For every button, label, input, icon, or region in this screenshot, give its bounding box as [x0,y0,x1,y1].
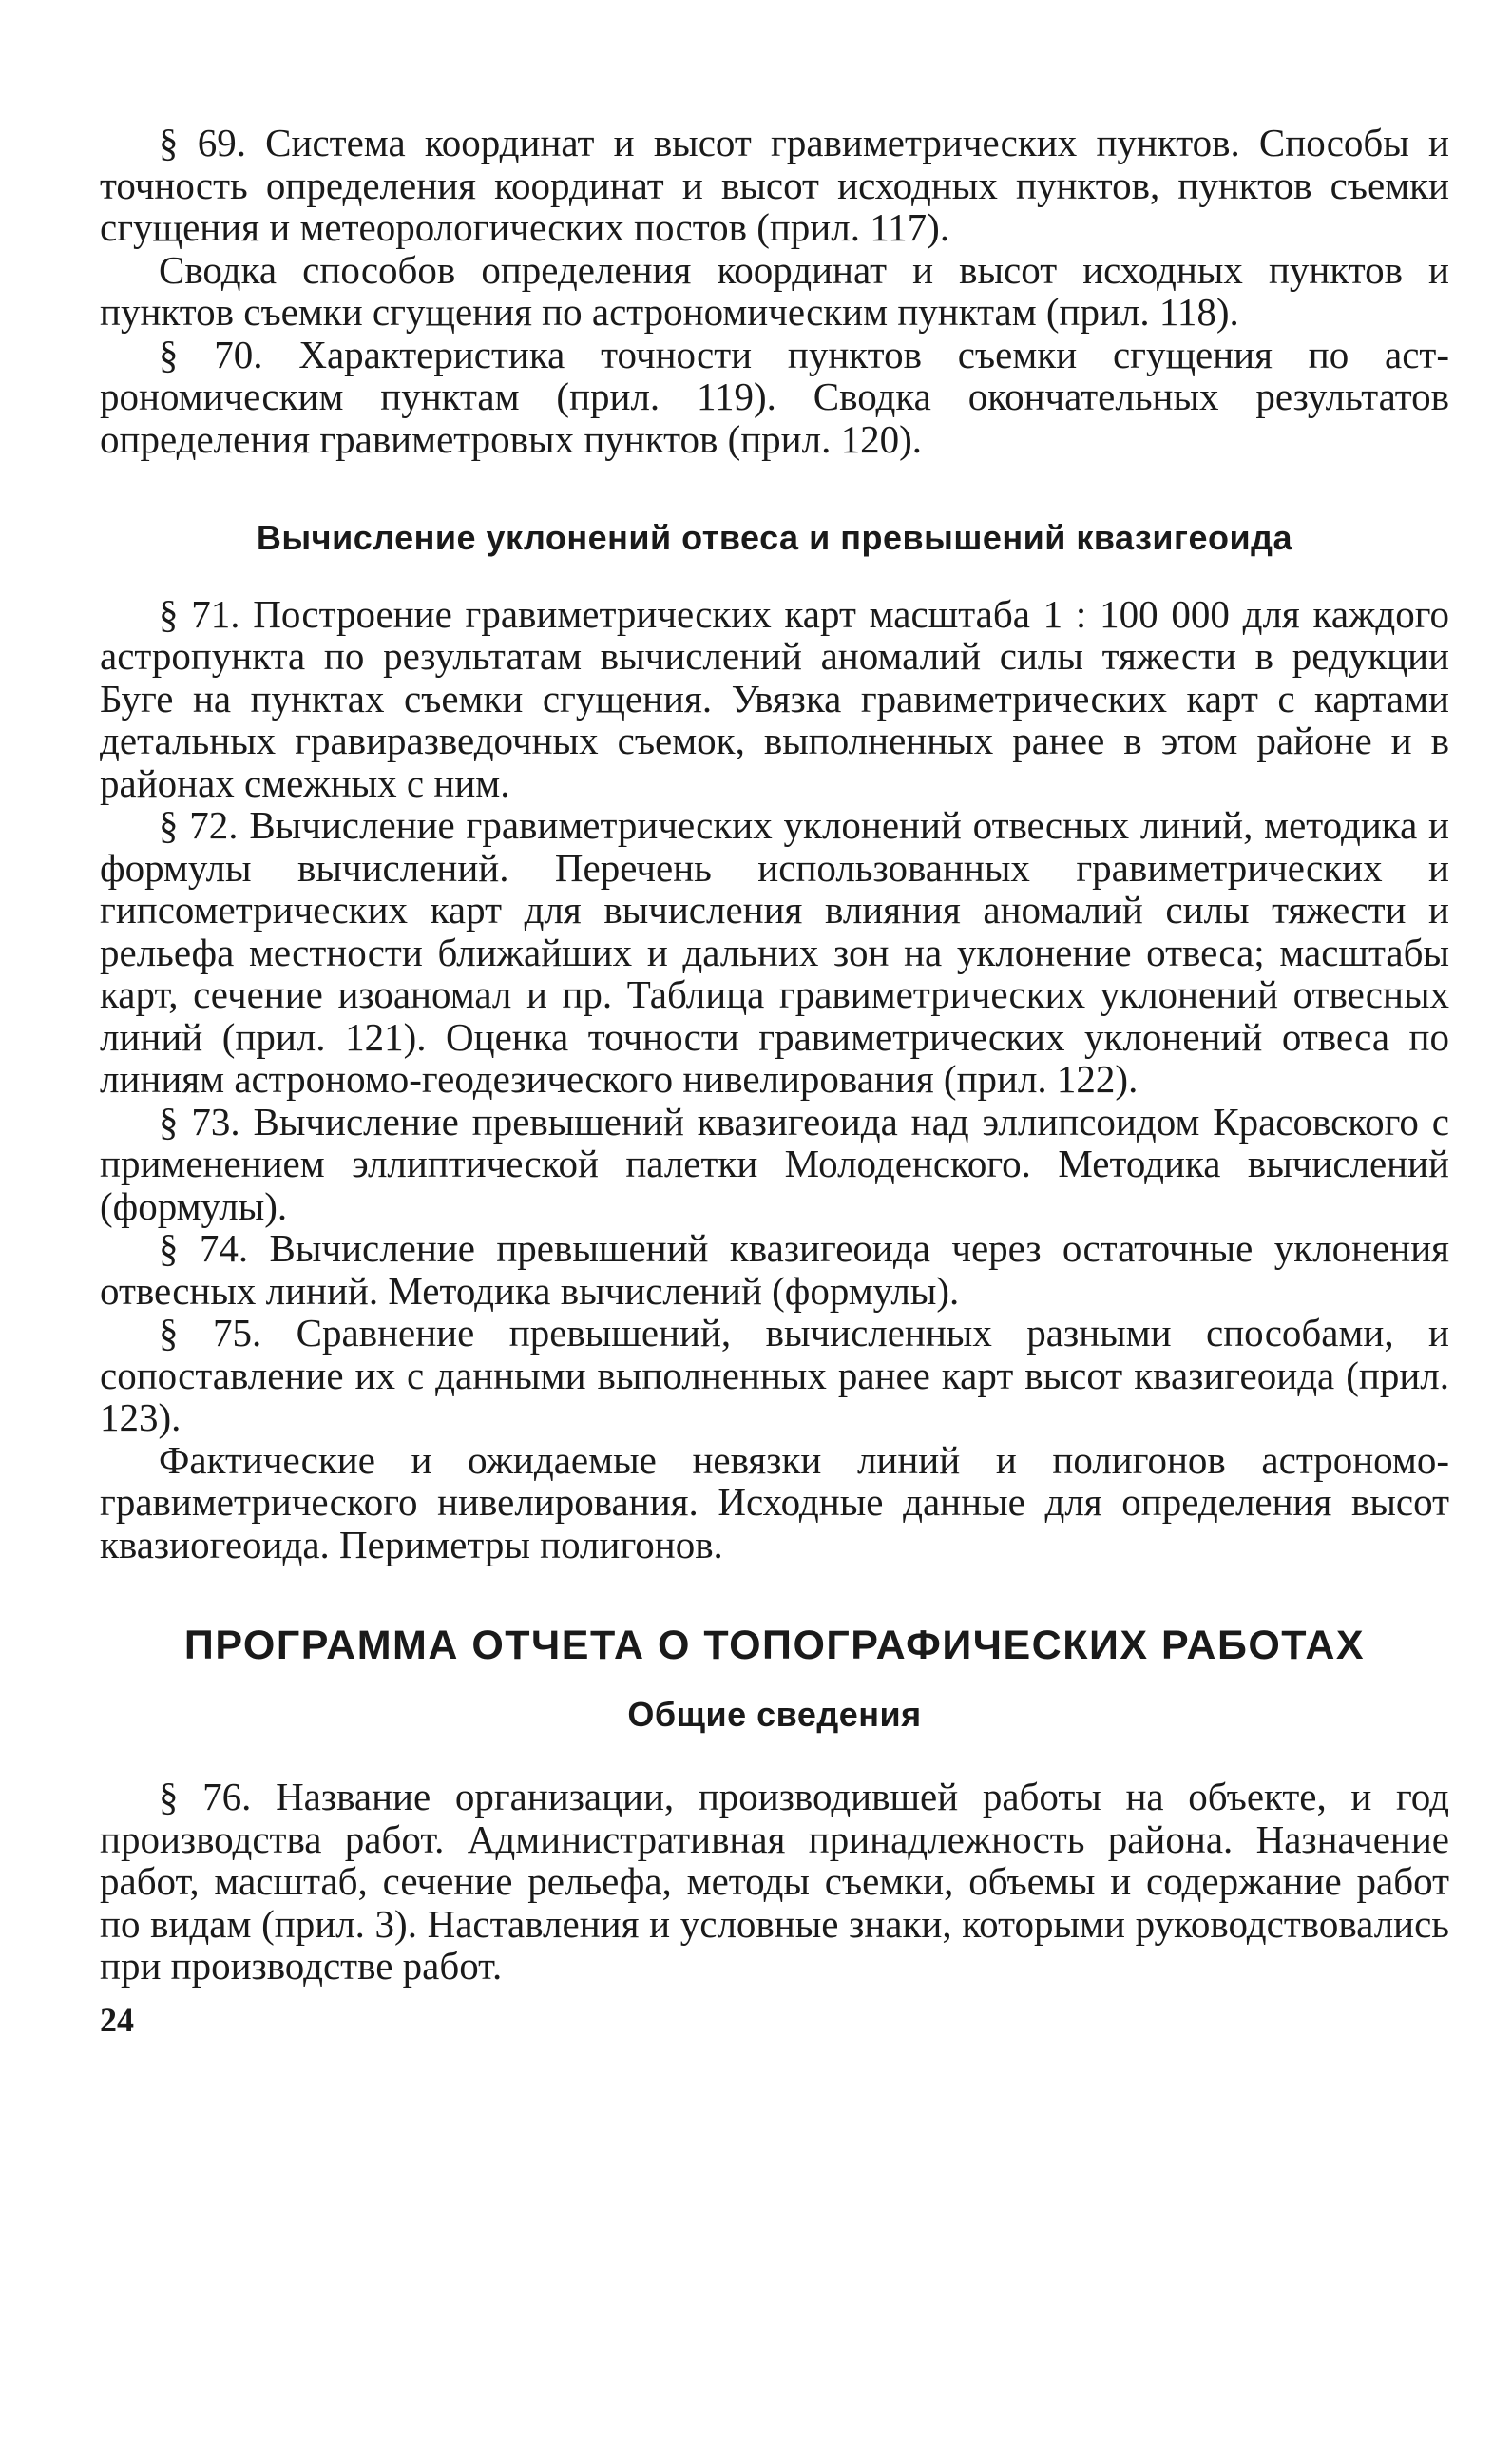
main-heading-topographic-report: ПРОГРАММА ОТЧЕТА О ТОПОГРАФИЧЕСКИХ РАБОТАХ [183,1623,1366,1668]
paragraph-73: § 73. Вычисление превышений квазигеоида над эллипсоидом Красовского с применением эллиптической палетки Молоденского. Методика вычислений (формулы). [100,1099,1449,1228]
document-page [100,122,1449,2041]
paragraph-72: § 72. Вычисление гравиметрических уклонений отвесных линий, методика и формулы вычислений. Перечень использованных гравиметрических и гипсометрических карт для вычисления влияния аномалий силы тяжести и рельефа местности ближайших и дальних зон на уклонение отвеса; масштабы карт, сечение изоаномал и пр. Таблица гравиметрических уклонений отвесных линий (прил. 121). Оценка точности гравиметрических уклонений отвеса по линиям астрономо-геодезического нивелирования (прил. 122). [100,803,1449,1101]
paragraph-75-closures: Фактические и ожидаемые невязки линий и полигонов астрономо-гравиметрического нивелирования. Исходные данные для определения высот квазиогеоида. Периметры полигонов. [100,1437,1449,1566]
paragraph-69-summary: Сводка способов определения координат и высот исходных пунктов и пунктов съемки сгущения по астрономическим пунктам (прил. 118). [100,247,1449,334]
paragraph-71: § 71. Построение гравиметрических карт масштаба 1 : 100 000 для каждого астропункта по результатам вычислений аномалий силы тяжести в редукции Буге на пунктах съемки сгущения. Увязка гравиметрических карт с картами детальных гравиразведочных съемок, выполненных ранее в этом районе и в районах смежных с ним. [100,591,1449,805]
paragraph-74: § 74. Вычисление превышений квазигеоида через остаточные уклонения отвесных линий. Методика вычислений (формулы). [100,1226,1449,1313]
paragraph-75: § 75. Сравнение превышений, вычисленных разными способами, и сопоставление их с данными выполненных ранее карт высот квазигеоида (прил. 123). [100,1311,1449,1439]
paragraph-69: § 69. Система координат и высот гравиметрических пунктов. Способы и точность определения координат и высот исходных пунктов, пунктов съемки сгущения и метеорологических постов (прил. 117). [100,121,1449,249]
paragraph-76: § 76. Название организации, производившей работы на объекте, и год производства работ. Административная принадлежность района. Назначение работ, масштаб, сечение рельефа, методы съемки, объемы и содержание работ по видам (прил. 3). Наставления и условные знаки, которыми руководствовались при производстве работ. [100,1775,1449,1988]
section-heading-deflections: Вычисление уклонений отвеса и превышений квазигеоида [256,518,1293,557]
page-number: 24 [100,2000,134,2039]
section-heading-general-info: Общие сведения [627,1694,922,1734]
paragraph-70: § 70. Характеристика точности пунктов съемки сгущения по астрономическим пунктам (прил. 119). Сводка окончательных результатов определения гравиметровых пунктов (прил. 120). [100,332,1449,461]
